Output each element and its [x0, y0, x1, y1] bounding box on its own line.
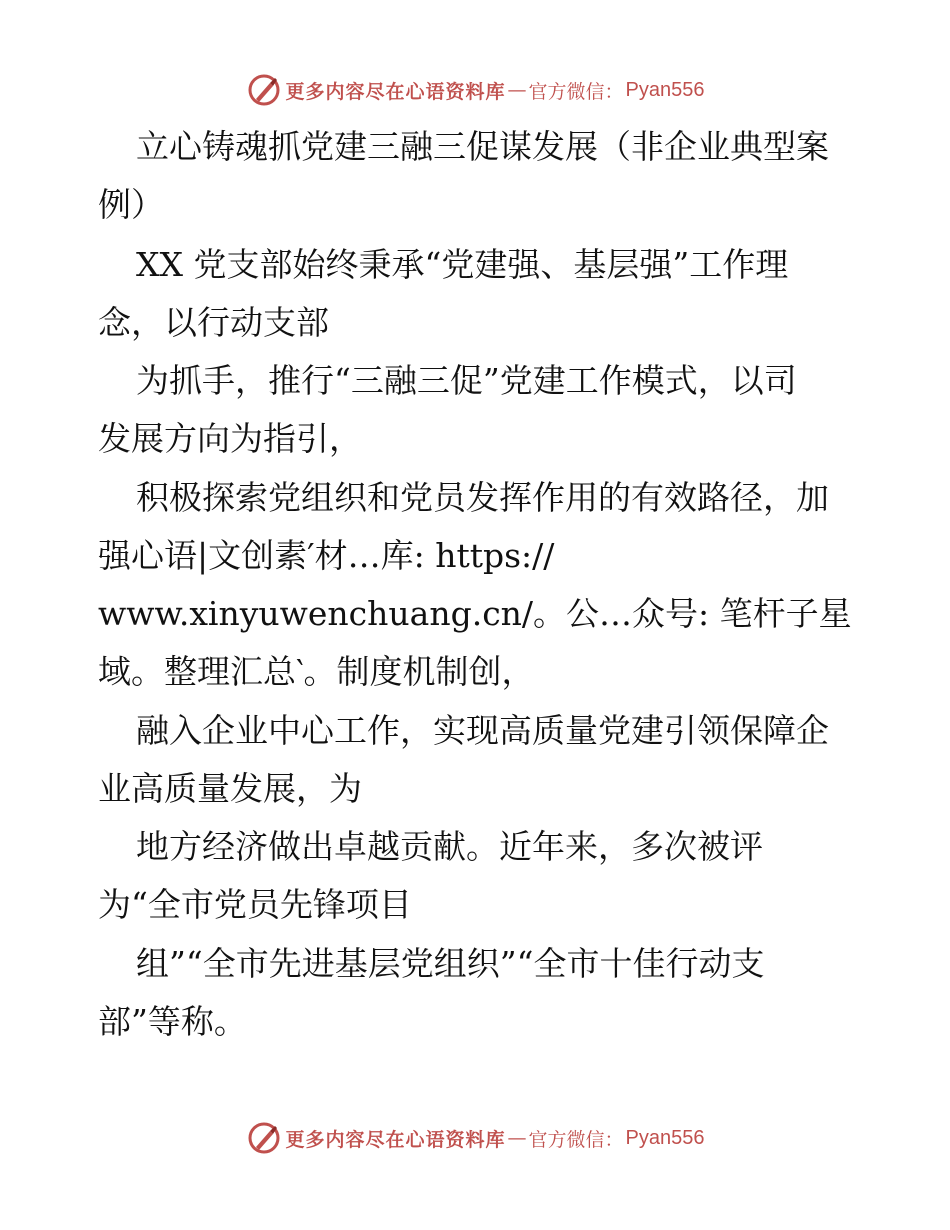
doc-paragraph-line: 发展方向为指引， — [98, 419, 362, 458]
banner-wechat-id: Pyan556 — [625, 78, 705, 101]
banner-wechat-id: Pyan556 — [625, 1126, 705, 1149]
banner-text: 更多内容尽在心语资料库 — [285, 1128, 506, 1151]
doc-paragraph-line: 念，以行动支部 — [98, 303, 329, 342]
doc-paragraph-line: 业高质量发展，为 — [98, 769, 362, 808]
doc-paragraph-line: 域。整理汇总‵。制度机制创， — [98, 652, 535, 691]
doc-paragraph-line: 融入企业中心工作，实现高质量党建引领保障企 — [136, 711, 829, 750]
doc-paragraph-line: 积极探索党组织和党员发挥作用的有效路径，加 — [136, 478, 829, 517]
pen-logo-icon — [246, 1120, 282, 1156]
doc-paragraph-line: www.xinyuwenchuang.cn/。公…众号: 笔杆子星 — [98, 594, 852, 633]
pen-logo-icon — [246, 72, 282, 108]
doc-paragraph-line: 为“全市党员先锋项目 — [98, 885, 412, 924]
banner-text: 更多内容尽在心语资料库 — [285, 80, 506, 103]
doc-paragraph-line: 强心语|文创素′材…库: https:// — [98, 536, 555, 575]
banner-separator: — — [507, 1127, 527, 1149]
doc-paragraph-line: 为抓手，推行“三融三促”党建工作模式，以司 — [136, 361, 797, 400]
doc-paragraph-line: 部”等称。 — [98, 1002, 247, 1041]
banner-separator: — — [507, 79, 527, 101]
doc-paragraph-line: 组”“全市先进基层党组织”“全市十佳行动支 — [136, 944, 765, 983]
doc-paragraph-line: 地方经济做出卓越贡献。近年来，多次被评 — [136, 827, 763, 866]
banner-wechat-label: 官方微信： — [528, 1128, 624, 1151]
doc-title-line: 例） — [98, 185, 164, 224]
doc-title-line: 立心铸魂抓党建三融三促谋发展（非企业典型案 — [136, 127, 829, 166]
doc-paragraph-line: XX 党支部始终秉承“党建强、基层强”工作理 — [136, 245, 789, 284]
footer-banner — [0, 1118, 950, 1158]
header-banner — [0, 70, 950, 110]
banner-wechat-label: 官方微信： — [528, 80, 624, 103]
